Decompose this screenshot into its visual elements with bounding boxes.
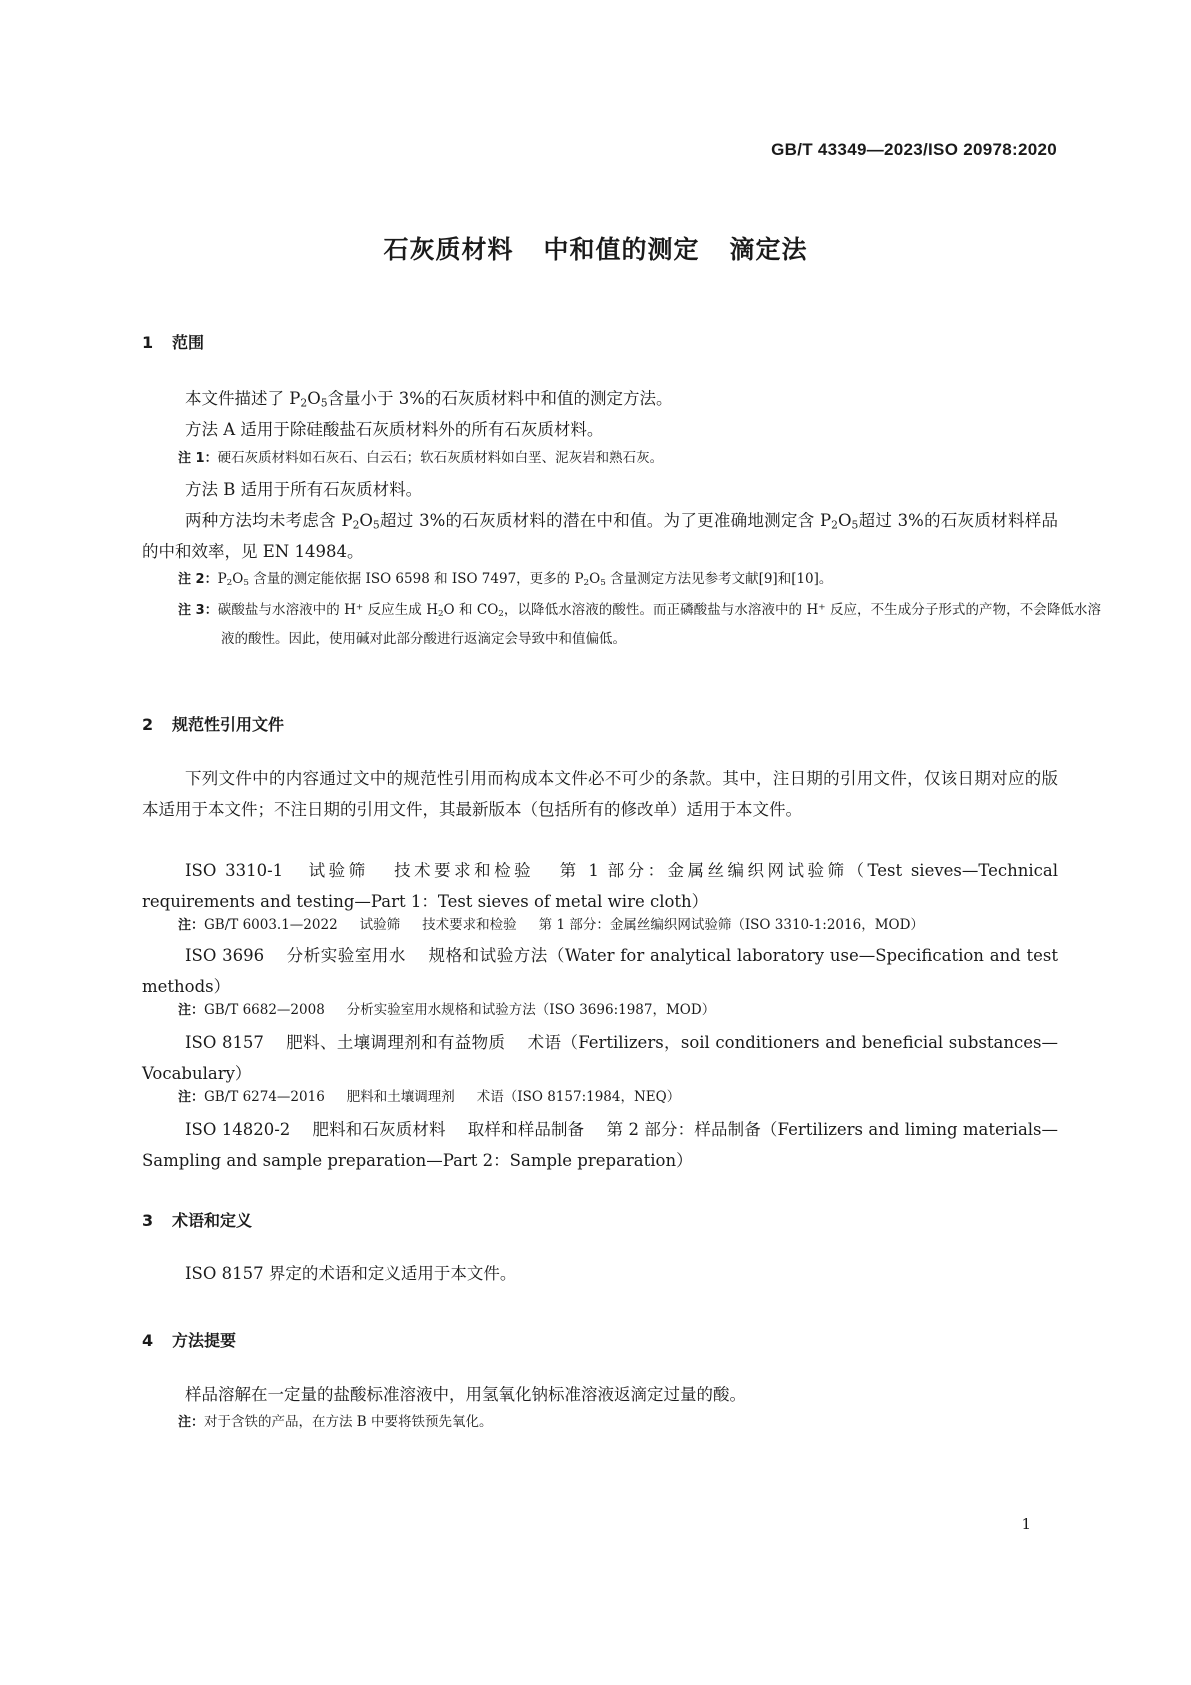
paragraph: 方法 A 适用于除硅酸盐石灰质材料外的所有石灰质材料。 (185, 420, 604, 439)
section-2-heading (142, 712, 284, 735)
reference-item: ISO 8157 肥料、土壤调理剂和有益物质 术语（Fertilizers，soil conditioners and beneficial substances—Vocabulary） (142, 1033, 1058, 1083)
reference-item: ISO 14820-2 肥料和石灰质材料 取样和样品制备 第 2 部分：样品制备（Fertilizers and liming materials—Sampling and sample preparation—Part 2：Sample preparation） (142, 1120, 1059, 1170)
title-part-1: 石灰质材料 (383, 235, 514, 264)
note: 注：GB/T 6682—2008 分析实验室用水规格和试验方法（ISO 3696:1987，MOD） (178, 1002, 716, 1018)
section-number: 2 (142, 715, 154, 734)
note-label: 注： (178, 1090, 205, 1105)
paragraph: ISO 8157 界定的术语和定义适用于本文件。 (185, 1264, 517, 1283)
paragraph: 方法 B 适用于所有石灰质材料。 (185, 480, 423, 499)
note-label: 注 1： (178, 451, 218, 466)
section-title: 范围 (172, 333, 205, 352)
section-number: 3 (142, 1211, 154, 1230)
section-title: 术语和定义 (172, 1211, 253, 1230)
note-label: 注 2： (178, 572, 218, 587)
section-title: 方法提要 (172, 1331, 237, 1350)
paragraph: 样品溶解在一定量的盐酸标准溶液中，用氢氧化钠标准溶液返滴定过量的酸。 (185, 1385, 746, 1404)
reference-item: ISO 3696 分析实验室用水 规格和试验方法（Water for analytical laboratory use—Specification and test methods） (142, 946, 1059, 996)
section-3-heading (142, 1208, 252, 1231)
note: 注：GB/T 6003.1—2022 试验筛 技术要求和检验 第 1 部分：金属丝编织网试验筛（ISO 3310-1:2016，MOD） (178, 917, 924, 933)
section-1-heading (142, 330, 204, 353)
paragraph: 本文件描述了 $P_2O_5$含量小于 3%的石灰质材料中和值的测定方法。 (185, 389, 673, 410)
reference-item: ISO 3310-1 试验筛 技术要求和检验 第 1 部分：金属丝编织网试验筛（Test sieves—Technical requirements and testing—Part 1：Test sieves of metal wire cloth） (142, 861, 1059, 911)
page-number: 1 (1021, 1515, 1031, 1533)
note-label: 注： (178, 1003, 205, 1018)
note-label: 注 3： (178, 603, 218, 618)
note: 注 1：硬石灰质材料如石灰石、白云石；软石灰质材料如白垩、泥灰岩和熟石灰。 (178, 450, 664, 466)
note-label: 注： (178, 1415, 205, 1430)
section-number: 4 (142, 1331, 154, 1350)
title-part-3: 滴定法 (729, 235, 808, 264)
standard-number: GB/T 43349—2023/ISO 20978:2020 (771, 140, 1057, 159)
document-title (0, 230, 1191, 266)
paragraph: 两种方法均未考虑含 $P_2O_5$超过 3%的石灰质材料的潜在中和值。为了更准确地测定含 $P_2O_5$超过 3%的石灰质材料样品的中和效率，见 EN 14984。 (142, 511, 1058, 561)
note: 注 3：碳酸盐与水溶液中的 H+ 反应生成 $H_2O$ 和 $CO_2$，以降低水溶液的酸性。而正磷酸盐与水溶液中的 H+ 反应，不生成分子形式的产物，不会降低水溶液的酸性。因此，使用碱对此部分酸进行返滴定会导致中和值偏低。 (178, 602, 1101, 647)
paragraph: 下列文件中的内容通过文中的规范性引用而构成本文件必不可少的条款。其中，注日期的引用文件，仅该日期对应的版本适用于本文件；不注日期的引用文件，其最新版本（包括所有的修改单）适用于本文件。 (142, 769, 1058, 819)
section-number: 1 (142, 333, 154, 352)
note: 注：对于含铁的产品，在方法 B 中要将铁预先氧化。 (178, 1414, 493, 1430)
title-part-2: 中和值的测定 (543, 235, 700, 264)
section-4-heading (142, 1328, 236, 1351)
note-label: 注： (178, 918, 205, 933)
note: 注：GB/T 6274—2016 肥料和土壤调理剂 术语（ISO 8157:1984，NEQ） (178, 1089, 681, 1105)
note: 注 2：$P_2O_5$ 含量的测定能依据 ISO 6598 和 ISO 7497，更多的 $P_2O_5$ 含量测定方法见参考文献[9]和[10]。 (178, 571, 833, 589)
section-title: 规范性引用文件 (172, 715, 285, 734)
